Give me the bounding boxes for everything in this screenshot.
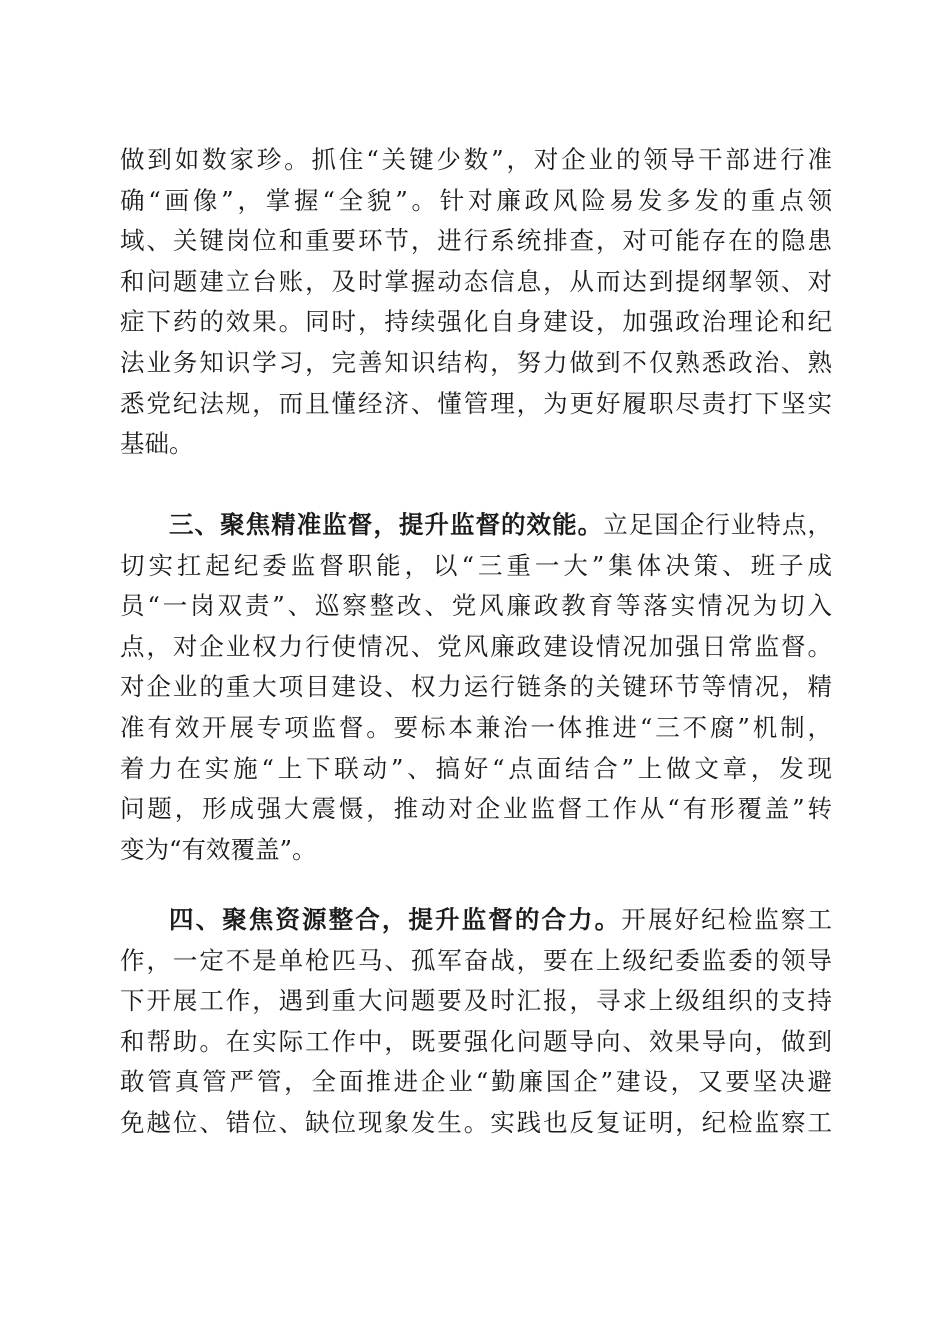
text-line: 症下药的效果。同时，持续强化自身建设，加强政治理论和纪 <box>120 307 832 337</box>
text-line: 切实扛起纪委监督职能，以“三重一大”集体决策、班子成 <box>120 550 832 580</box>
text-line: 做到如数家珍。抓住“关键少数”，对企业的领导干部进行准 <box>120 145 832 174</box>
section-heading: 四、聚焦资源整合，提升监督的合力。 <box>169 905 622 934</box>
text-line: 免越位、错位、缺位现象发生。实践也反复证明，纪检监察工 <box>120 1107 832 1137</box>
text-line: 和问题建立台账，及时掌握动态信息，从而达到提纲挈领、对 <box>120 266 832 296</box>
section-three <box>120 505 832 870</box>
text-line: 和帮助。在实际工作中，既要强化问题导向、效果导向，做到 <box>120 1026 832 1056</box>
text-line: 变为“有效覆盖”。 <box>120 834 317 864</box>
section-first-line <box>120 505 832 546</box>
paragraph-continuation <box>120 140 832 465</box>
text-line: 确“画像”，掌握“全貌”。针对廉政风险易发多发的重点领 <box>120 185 832 215</box>
section-four <box>120 900 832 1144</box>
text-line: 点，对企业权力行使情况、党风廉政建设情况加强日常监督。 <box>120 631 832 661</box>
text-line: 下开展工作，遇到重大问题要及时汇报，寻求上级组织的支持 <box>120 986 832 1016</box>
text-line: 员“一岗双责”、巡察整改、党风廉政教育等落实情况为切入 <box>120 591 832 621</box>
section-first-line <box>120 900 832 941</box>
text-line: 基础。 <box>120 429 194 459</box>
text-line: 域、关键岗位和重要环节，进行系统排查，对可能存在的隐患 <box>120 226 832 256</box>
text-line: 对企业的重大项目建设、权力运行链条的关键环节等情况，精 <box>120 672 832 702</box>
text-line: 准有效开展专项监督。要标本兼治一体推进“三不腐”机制， <box>120 712 832 742</box>
text-line: 悉党纪法规，而且懂经济、懂管理，为更好履职尽责打下坚实 <box>120 388 832 418</box>
text-line: 法业务知识学习，完善知识结构，努力做到不仅熟悉政治、熟 <box>120 347 832 377</box>
section-heading: 三、聚焦精准监督，提升监督的效能。 <box>169 510 604 539</box>
text-line: 敢管真管严管，全面推进企业“勤廉国企”建设，又要坚决避 <box>120 1067 832 1097</box>
text-line: 着力在实施“上下联动”、搞好“点面结合”上做文章，发现 <box>120 753 832 783</box>
section-first-line-text: 立足国企行业特点， <box>603 510 833 539</box>
text-line: 问题，形成强大震慑，推动对企业监督工作从“有形覆盖”转 <box>120 794 832 824</box>
text-line: 作，一定不是单枪匹马、孤军奋战，要在上级纪委监委的领导 <box>120 945 832 975</box>
section-first-line-text: 开展好纪检监察工 <box>621 905 833 934</box>
